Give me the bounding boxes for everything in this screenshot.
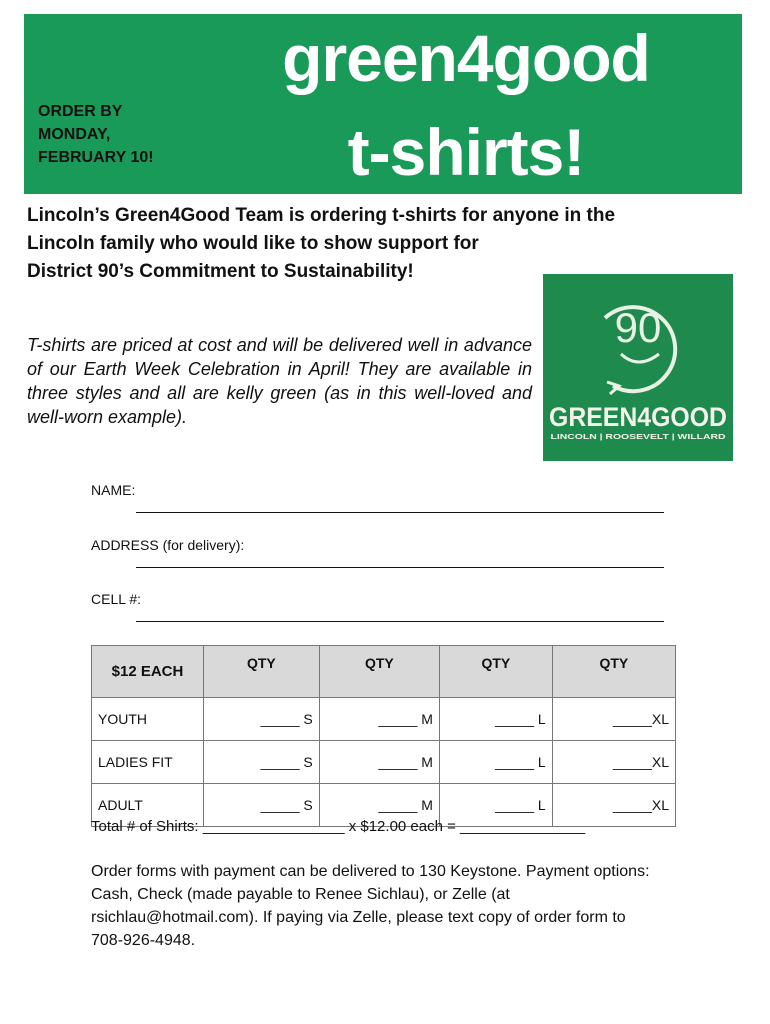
green4good-tshirt-photo <box>543 274 733 461</box>
qty-blank[interactable]: _____ S <box>204 741 320 784</box>
qty-blank[interactable]: _____ M <box>319 698 439 741</box>
header-banner <box>24 14 742 194</box>
logo-brand: GREEN4GOOD <box>549 402 727 432</box>
qty-blank[interactable]: _____ L <box>439 698 552 741</box>
page-title-line2: t-shirts! <box>347 115 585 189</box>
qty-blank[interactable]: _____ M <box>319 741 439 784</box>
row-label-youth: YOUTH <box>92 698 204 741</box>
address-input-line[interactable] <box>136 567 664 568</box>
green4good-logo-icon <box>543 274 733 461</box>
qty-blank[interactable]: _____ S <box>204 784 320 827</box>
name-label: NAME: <box>91 482 136 498</box>
table-header-row <box>92 646 676 698</box>
logo-schools: LINCOLN | ROOSEVELT | WILLARD <box>550 434 726 441</box>
qty-blank[interactable]: _____XL <box>552 698 675 741</box>
qty-header: QTY <box>552 646 675 698</box>
logo-number: 90 <box>614 304 662 351</box>
qty-blank[interactable]: _____ S <box>204 698 320 741</box>
description-paragraph: T-shirts are priced at cost and will be delivered well in advance of our Earth Week Celebration in April! They are available in three styles and all are kelly green (as in this well-loved and well-worn example). <box>27 335 532 427</box>
price-header: $12 EACH <box>92 646 204 698</box>
qty-blank[interactable]: _____XL <box>552 784 675 827</box>
size-order-table <box>91 645 676 827</box>
order-deadline: ORDER BY MONDAY, FEBRUARY 10! <box>38 103 154 166</box>
cell-label: CELL #: <box>91 591 142 607</box>
qty-blank[interactable]: _____XL <box>552 741 675 784</box>
row-label-adult: ADULT <box>92 784 204 827</box>
table-row <box>92 698 676 741</box>
qty-header: QTY <box>204 646 320 698</box>
total-shirts-line[interactable]: Total # of Shirts: _________________ x $12.00 each = _______________ <box>91 818 586 835</box>
qty-blank[interactable]: _____ L <box>439 784 552 827</box>
cell-input-line[interactable] <box>136 621 664 622</box>
page-title-line1: green4good <box>282 21 650 95</box>
name-input-line[interactable] <box>136 512 664 513</box>
address-label: ADDRESS (for delivery): <box>91 537 245 553</box>
payment-instructions: Order forms with payment can be delivered to 130 Keystone. Payment options: Cash, Check (made payable to Renee Sichlau), or Zelle (at rsichlau@hotmail.com). If paying via Zelle, please text copy of order form to 708-926-4948. <box>91 863 650 949</box>
intro-line-1: Lincoln’s Green4Good Team is ordering t-shirts for anyone in the <box>27 205 616 226</box>
qty-blank[interactable]: _____ L <box>439 741 552 784</box>
qty-header: QTY <box>319 646 439 698</box>
row-label-ladies-fit: LADIES FIT <box>92 741 204 784</box>
qty-blank[interactable]: _____ M <box>319 784 439 827</box>
table-row <box>92 741 676 784</box>
qty-header: QTY <box>439 646 552 698</box>
intro-line-3: District 90’s Commitment to Sustainability! <box>27 261 414 282</box>
intro-line-2: Lincoln family who would like to show support for <box>27 233 479 254</box>
